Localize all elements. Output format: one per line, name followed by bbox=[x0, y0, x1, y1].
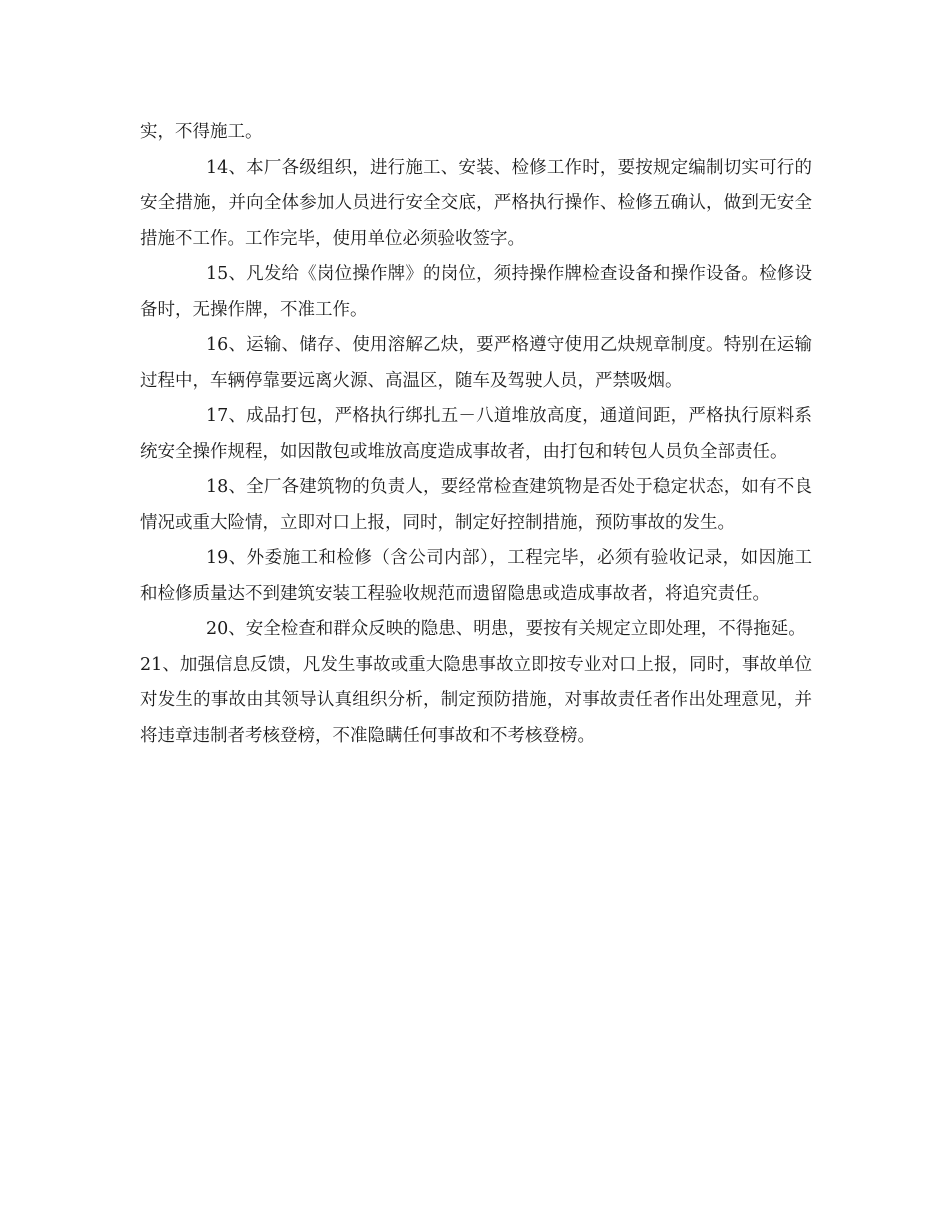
paragraph-item-18: 18、全厂各建筑物的负责人，要经常检查建筑物是否处于稳定状态，如有不良情况或重大险情，立即对口上报，同时，制定好控制措施，预防事故的发生。 bbox=[140, 477, 812, 533]
paragraph-item-17: 17、成品打包，严格执行绑扎五－八道堆放高度，通道间距，严格执行原料系统安全操作规程，如因散包或堆放高度造成事故者，由打包和转包人员负全部责任。 bbox=[140, 406, 812, 462]
paragraph-item-14: 14、本厂各级组织，进行施工、安装、检修工作时，要按规定编制切实可行的安全措施，并向全体参加人员进行安全交底，严格执行操作、检修五确认，做到无安全措施不工作。工作完毕，使用单位必须验收签字。 bbox=[140, 157, 812, 249]
paragraph-item-15: 15、凡发给《岗位操作牌》的岗位，须持操作牌检查设备和操作设备。检修设备时，无操作牌，不准工作。 bbox=[140, 264, 812, 320]
paragraph-item-20: 20、安全检查和群众反映的隐患、明患，要按有关规定立即处理，不得拖延。 bbox=[206, 619, 806, 639]
paragraph-item-16: 16、运输、储存、使用溶解乙炔，要严格遵守使用乙炔规章制度。特别在运输过程中，车辆停靠要远离火源、高温区，随车及驾驶人员，严禁吸烟。 bbox=[140, 335, 812, 391]
paragraph-item-21: 21、加强信息反馈，凡发生事故或重大隐患事故立即按专业对口上报，同时，事故单位对发生的事故由其领导认真组织分析，制定预防措施，对事故责任者作出处理意见，并将违章违制者考核登榜，不准隐瞒任何事故和不考核登榜。 bbox=[140, 654, 812, 746]
paragraph-item-19: 19、外委施工和检修（含公司内部），工程完毕，必须有验收记录，如因施工和检修质量达不到建筑安装工程验收规范而遗留隐患或造成事故者，将追究责任。 bbox=[140, 548, 812, 604]
paragraph-continuation: 实，不得施工。 bbox=[140, 122, 263, 142]
document-body bbox=[140, 115, 812, 754]
